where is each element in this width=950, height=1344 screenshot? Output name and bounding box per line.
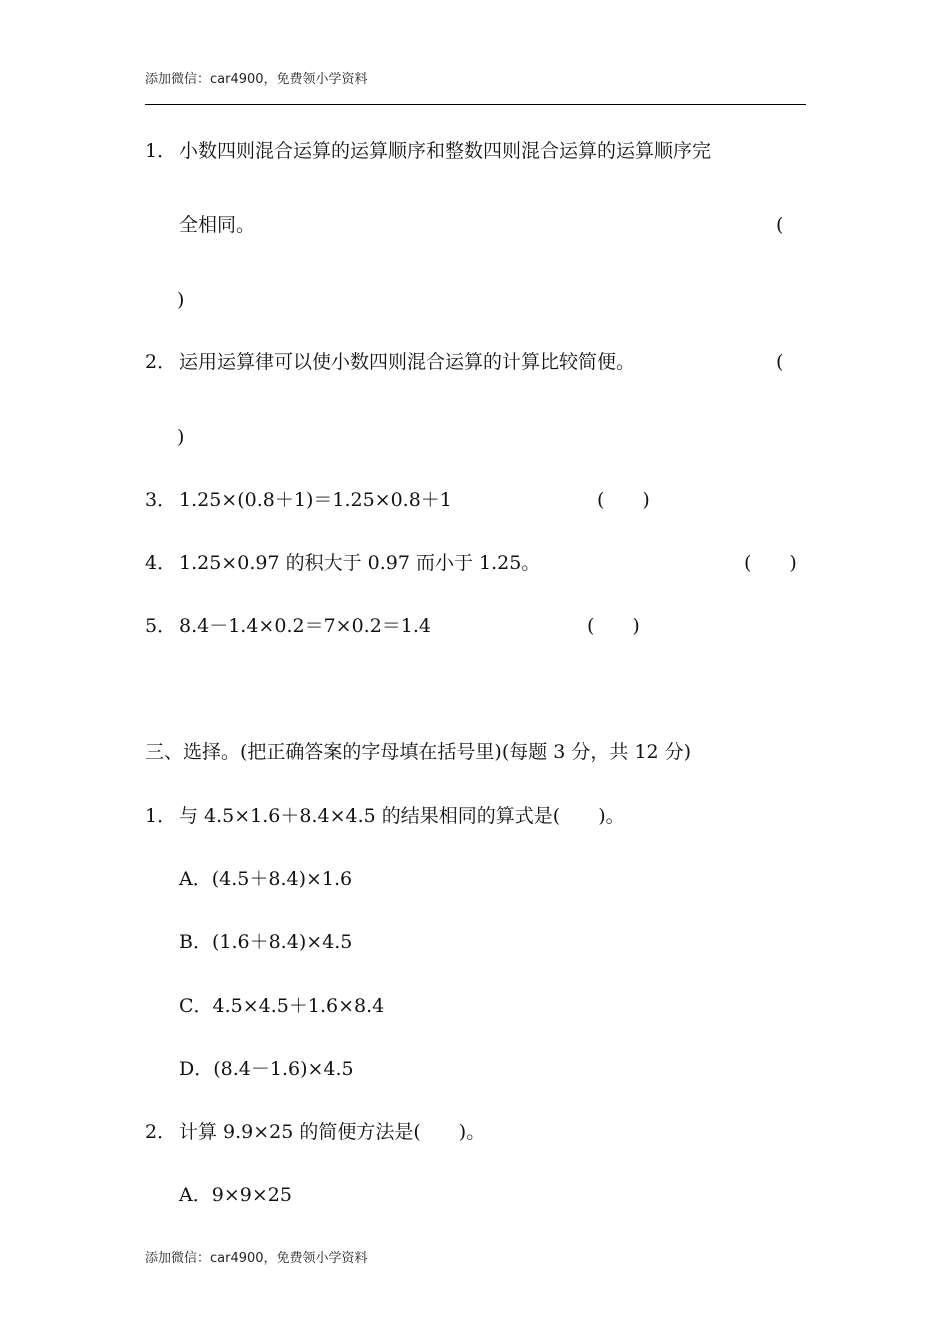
judge-item-4	[145, 551, 540, 575]
option-label: A．	[179, 868, 212, 890]
header-divider	[145, 104, 806, 105]
judge-item-3	[145, 488, 452, 512]
option-text: 9×9×25	[211, 1184, 292, 1206]
choice-question-1-option-c[interactable]	[179, 994, 384, 1018]
option-text: 4.5×4.5＋1.6×8.4	[212, 995, 385, 1017]
judge-item-3-text: 1.25×(0.8＋1)＝1.25×0.8＋1	[179, 489, 452, 511]
choice-question-2-text: 计算 9.9×25 的简便方法是( )。	[179, 1121, 486, 1143]
judge-item-4-number: 4．	[145, 552, 177, 574]
option-text: (1.6＋8.4)×4.5	[211, 931, 353, 953]
judge-item-2-text: 运用运算律可以使小数四则混合运算的计算比较简便。	[179, 351, 636, 373]
judge-item-5-answer-brackets[interactable]: ( )	[587, 615, 640, 637]
judge-item-1-close-paren: )	[177, 289, 185, 311]
judge-item-1-text-line1: 小数四则混合运算的运算顺序和整数四则混合运算的运算顺序完	[179, 140, 712, 162]
option-label: A．	[179, 1184, 212, 1206]
judge-item-2-open-paren: (	[776, 351, 784, 373]
option-text: (8.4－1.6)×4.5	[213, 1058, 354, 1080]
choice-question-1-number: 1．	[145, 805, 177, 827]
judge-item-5-text: 8.4－1.4×0.2＝7×0.2＝1.4	[179, 615, 432, 637]
judge-item-4-answer-brackets[interactable]: ( )	[744, 552, 797, 574]
option-label: D．	[179, 1058, 214, 1080]
judge-item-2-close-paren: )	[177, 426, 185, 448]
page-header: 添加微信：car4900，免费领小学资料	[145, 72, 368, 87]
choice-question-1-option-d[interactable]	[179, 1057, 354, 1081]
judge-item-5	[145, 614, 431, 638]
option-label: B．	[179, 931, 212, 953]
section-3-title: 三、选择。(把正确答案的字母填在括号里)(每题 3 分，共 12 分)	[145, 741, 692, 763]
judge-item-2	[145, 350, 635, 374]
choice-question-2	[145, 1120, 485, 1144]
option-label: C．	[179, 995, 213, 1017]
judge-item-3-answer-brackets[interactable]: ( )	[597, 489, 650, 511]
page-footer: 添加微信：car4900，免费领小学资料	[145, 1251, 368, 1266]
judge-item-1-text-line2: 全相同。	[179, 214, 256, 236]
choice-question-2-option-a[interactable]	[179, 1183, 292, 1207]
judge-item-1-open-paren: (	[776, 214, 784, 236]
judge-item-3-number: 3．	[145, 489, 177, 511]
judge-item-4-text: 1.25×0.97 的积大于 0.97 而小于 1.25。	[179, 552, 541, 574]
choice-question-1	[145, 804, 625, 828]
choice-question-2-number: 2．	[145, 1121, 177, 1143]
judge-item-1-number: 1．	[145, 140, 177, 162]
choice-question-1-option-a[interactable]	[179, 867, 352, 891]
choice-question-1-option-b[interactable]	[179, 930, 352, 954]
judge-item-2-number: 2．	[145, 351, 177, 373]
option-text: (4.5＋8.4)×1.6	[211, 868, 353, 890]
judge-item-5-number: 5．	[145, 615, 177, 637]
judge-item-1	[145, 139, 711, 163]
choice-question-1-text: 与 4.5×1.6＋8.4×4.5 的结果相同的算式是( )。	[179, 805, 625, 827]
